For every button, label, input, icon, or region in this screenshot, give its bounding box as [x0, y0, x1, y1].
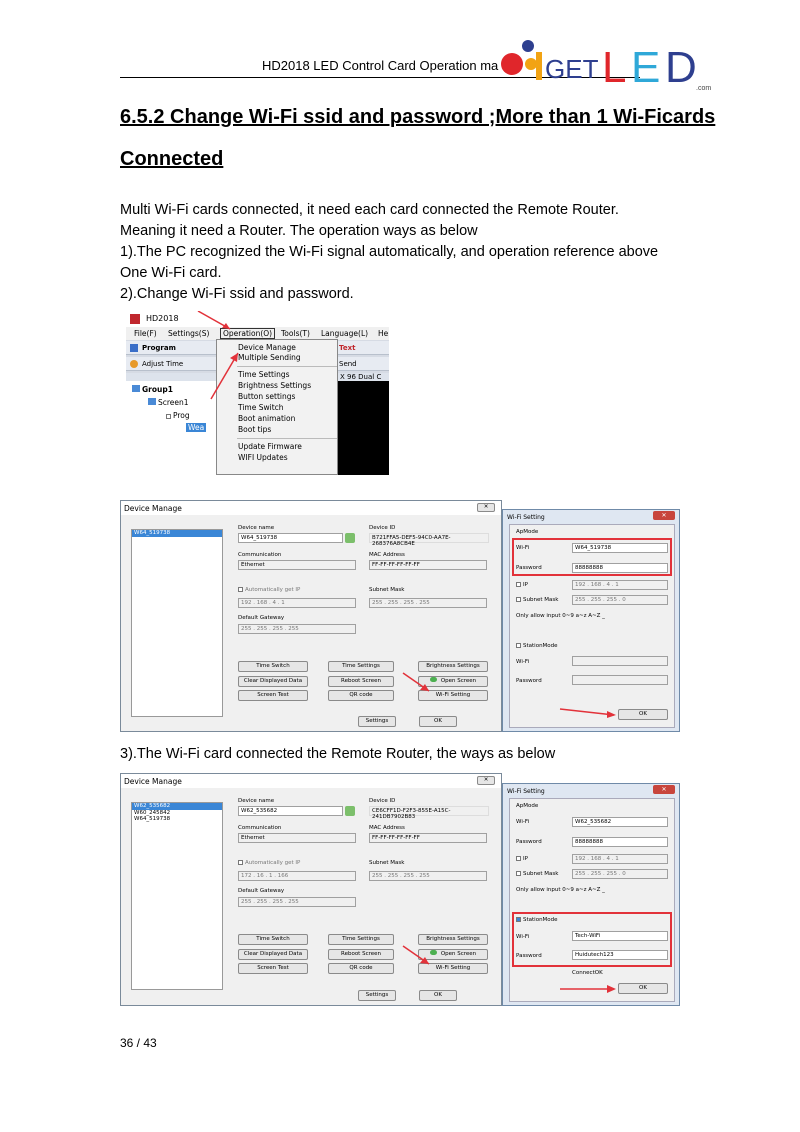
- send-button[interactable]: Send: [339, 360, 357, 368]
- dialog-title: Wi-Fi Setting: [507, 788, 545, 795]
- menu-item-wifi-updates[interactable]: WIFI Updates: [238, 453, 288, 462]
- gateway-label: Default Gateway: [238, 888, 285, 894]
- communication-label: Communication: [238, 552, 282, 558]
- list-item[interactable]: W64_519738: [134, 816, 171, 822]
- gateway-label: Default Gateway: [238, 615, 285, 621]
- reboot-screen-button[interactable]: Reboot Screen: [328, 949, 394, 960]
- device-id-value: CE6CFF1D-F2F3-855E-A15C-241DB7902B83: [369, 806, 489, 816]
- text-button[interactable]: Text: [339, 344, 356, 352]
- screen-test-button[interactable]: Screen Test: [238, 690, 308, 701]
- menu-file[interactable]: File(F): [134, 329, 157, 338]
- wifi-label: Wi-Fi: [516, 545, 530, 551]
- mac-value: FF-FF-FF-FF-FF-FF: [369, 560, 487, 570]
- tree-program[interactable]: Prog: [166, 411, 190, 420]
- device-id-label: Device ID: [369, 525, 396, 531]
- paragraph: 1).The PC recognized the Wi-Fi signal automatically, and operation reference above: [120, 244, 659, 260]
- brightness-settings-button[interactable]: Brightness Settings: [418, 934, 488, 945]
- tree-item-selected[interactable]: Wea: [188, 423, 205, 432]
- ip-checkbox[interactable]: IP: [516, 582, 528, 588]
- communication-value: Ethernet: [238, 833, 356, 843]
- ok-button[interactable]: OK: [419, 990, 457, 1001]
- wifi-setting-button[interactable]: Wi-Fi Setting: [418, 963, 488, 974]
- igetled-logo: [498, 34, 718, 92]
- wifi-setting-dialog: [502, 783, 680, 1006]
- password-label: Password: [516, 565, 542, 571]
- svg-text:.com: .com: [696, 85, 712, 92]
- station-password-field[interactable]: Huidutech123: [572, 950, 668, 960]
- tree-group[interactable]: Group1: [132, 385, 173, 394]
- qr-code-button[interactable]: QR code: [328, 690, 394, 701]
- paragraph: One Wi-Fi card.: [120, 265, 222, 281]
- paragraph: 3).The Wi-Fi card connected the Remote Router, the ways as below: [120, 746, 556, 762]
- wifi-setting-button[interactable]: Wi-Fi Setting: [418, 690, 488, 701]
- subnet-label: Subnet Mask: [369, 860, 405, 866]
- menu-item-time-switch[interactable]: Time Switch: [238, 403, 284, 412]
- subnet-field[interactable]: 255 . 255 . 255 . 255: [369, 598, 487, 608]
- menu-item-time-settings[interactable]: Time Settings: [238, 370, 290, 379]
- ok-button[interactable]: OK: [618, 709, 668, 720]
- qr-code-button[interactable]: QR code: [328, 963, 394, 974]
- device-name-label: Device name: [238, 798, 275, 804]
- paragraph: 2).Change Wi-Fi ssid and password.: [120, 286, 354, 302]
- annotation-arrow: [510, 525, 676, 729]
- stationmode-checkbox[interactable]: StationMode: [516, 917, 558, 923]
- device-id-value: B721FFA5-DEF5-94C0-AA7E-268376A8CB4E: [369, 533, 489, 543]
- close-icon[interactable]: ✕: [477, 503, 495, 512]
- section-heading-continued: Connected: [120, 148, 224, 170]
- close-icon[interactable]: ✕: [653, 785, 675, 794]
- svg-text:L: L: [602, 43, 627, 92]
- page-number: 36 / 43: [120, 1036, 157, 1050]
- menu-help[interactable]: He: [378, 329, 389, 338]
- password-field[interactable]: 88888888: [572, 563, 668, 573]
- menu-settings[interactable]: Settings(S): [168, 329, 210, 338]
- device-name-label: Device name: [238, 525, 275, 531]
- device-manage-dialog: [120, 500, 502, 732]
- wifi-label: Wi-Fi: [516, 819, 530, 825]
- svg-text:E: E: [631, 43, 661, 92]
- subnet-checkbox[interactable]: Subnet Mask: [516, 597, 558, 603]
- open-screen-toggle[interactable]: Open Screen: [418, 676, 488, 687]
- connection-status: ConnectOK: [572, 970, 603, 976]
- menu-item-update-firmware[interactable]: Update Firmware: [238, 442, 302, 451]
- menu-operation[interactable]: Operation(O): [220, 328, 275, 339]
- close-icon[interactable]: ✕: [653, 511, 675, 520]
- section-heading: 6.5.2 Change Wi-Fi ssid and password ;More than 1 Wi-Ficards: [120, 106, 716, 128]
- ip-field[interactable]: 192 . 168 . 4 . 1: [572, 854, 668, 864]
- device-id-label: Device ID: [369, 798, 396, 804]
- subnet-field[interactable]: 255 . 255 . 255 . 255: [369, 871, 487, 881]
- operation-menu-screenshot: [126, 311, 389, 475]
- open-screen-toggle[interactable]: Open Screen: [418, 949, 488, 960]
- time-switch-button[interactable]: Time Switch: [238, 661, 308, 672]
- time-settings-button[interactable]: Time Settings: [328, 661, 394, 672]
- menu-item-multiple-sending[interactable]: Multiple Sending: [238, 353, 301, 362]
- mac-label: MAC Address: [369, 825, 405, 831]
- gateway-field[interactable]: 255 . 255 . 255 . 255: [238, 624, 356, 634]
- menu-language[interactable]: Language(L): [321, 329, 369, 338]
- ok-button[interactable]: OK: [419, 716, 457, 727]
- mac-value: FF-FF-FF-FF-FF-FF: [369, 833, 487, 843]
- settings-button[interactable]: Settings: [358, 990, 396, 1001]
- running-header: HD2018 LED Control Card Operation ma: [262, 58, 499, 73]
- clear-data-button[interactable]: Clear Displayed Data: [238, 676, 308, 687]
- app-title: HD2018: [146, 314, 179, 323]
- subnet-checkbox[interactable]: Subnet Mask: [516, 871, 558, 877]
- device-name-field[interactable]: W64_519738: [238, 533, 343, 543]
- wifi-setting-dialog: [502, 509, 680, 732]
- dialog-title: Device Manage: [121, 774, 501, 788]
- reboot-screen-button[interactable]: Reboot Screen: [328, 676, 394, 687]
- communication-label: Communication: [238, 825, 282, 831]
- station-wifi-label: Wi-Fi: [516, 934, 530, 940]
- annotation-arrows: [126, 311, 389, 475]
- mac-label: MAC Address: [369, 552, 405, 558]
- stationmode-checkbox[interactable]: StationMode: [516, 643, 558, 649]
- annotation-arrow: [121, 774, 503, 1007]
- menu-item-device-manage[interactable]: Device Manage: [238, 343, 296, 352]
- ip-field[interactable]: 192 . 168 . 4 . 1: [238, 598, 356, 608]
- tree-screen[interactable]: Screen1: [148, 398, 189, 407]
- paragraph: Multi Wi-Fi cards connected, it need each card connected the Remote Router.: [120, 202, 619, 218]
- wifi-ssid-field[interactable]: W64_519738: [572, 543, 668, 553]
- time-switch-button[interactable]: Time Switch: [238, 934, 308, 945]
- station-password-label: Password: [516, 678, 542, 684]
- station-password-label: Password: [516, 953, 542, 959]
- device-name-field[interactable]: W62_535682: [238, 806, 343, 816]
- screen-test-button[interactable]: Screen Test: [238, 963, 308, 974]
- dialog-title: Device Manage: [121, 501, 501, 515]
- annotation-arrow: [121, 501, 503, 733]
- device-manage-dialog: [120, 773, 502, 1006]
- password-label: Password: [516, 839, 542, 845]
- program-button[interactable]: Program: [142, 344, 176, 352]
- list-item[interactable]: W64_519738: [132, 530, 222, 537]
- ip-checkbox[interactable]: IP: [516, 856, 528, 862]
- svg-text:GET: GET: [545, 54, 599, 84]
- time-settings-button[interactable]: Time Settings: [328, 934, 394, 945]
- subnet-label: Subnet Mask: [369, 587, 405, 593]
- list-item[interactable]: W60_245842: [134, 809, 171, 816]
- dialog-title: Wi-Fi Setting: [507, 514, 545, 521]
- paragraph: Meaning it need a Router. The operation ways as below: [120, 223, 478, 239]
- gateway-field[interactable]: 255 . 255 . 255 . 255: [238, 897, 356, 907]
- close-icon[interactable]: ✕: [477, 776, 495, 785]
- ok-button[interactable]: OK: [618, 983, 668, 994]
- ip-field[interactable]: 192 . 168 . 4 . 1: [572, 580, 668, 590]
- ip-field[interactable]: 172 . 16 . 1 . 166: [238, 871, 356, 881]
- screen-info: X 96 Dual C: [340, 373, 382, 381]
- brightness-settings-button[interactable]: Brightness Settings: [418, 661, 488, 672]
- svg-text:D: D: [665, 43, 697, 92]
- menu-item-boot-tips[interactable]: Boot tips: [238, 425, 272, 434]
- subnet-field[interactable]: 255 . 255 . 255 . 0: [572, 595, 668, 605]
- apmode-label: ApMode: [516, 803, 539, 809]
- wifi-ssid-field[interactable]: W62_535682: [572, 817, 668, 827]
- settings-button[interactable]: Settings: [358, 716, 396, 727]
- clear-data-button[interactable]: Clear Displayed Data: [238, 949, 308, 960]
- adjust-time-button[interactable]: Adjust Time: [142, 360, 184, 368]
- annotation-arrow: [510, 799, 676, 1003]
- station-wifi-field[interactable]: Tech-WiFi: [572, 931, 668, 941]
- auto-ip-checkbox[interactable]: Automatically get IP: [238, 860, 300, 866]
- auto-ip-checkbox[interactable]: Automatically get IP: [238, 587, 300, 593]
- password-field[interactable]: 88888888: [572, 837, 668, 847]
- menu-item-boot-animation[interactable]: Boot animation: [238, 414, 296, 423]
- input-note: Only allow input 0~9 a~z A~Z _: [516, 887, 605, 893]
- menu-item-brightness[interactable]: Brightness Settings: [238, 381, 312, 390]
- menu-item-button-settings[interactable]: Button settings: [238, 392, 296, 401]
- menu-tools[interactable]: Tools(T): [281, 329, 310, 338]
- input-note: Only allow input 0~9 a~z A~Z _: [516, 613, 605, 619]
- communication-value: Ethernet: [238, 560, 356, 570]
- station-wifi-label: Wi-Fi: [516, 659, 530, 665]
- subnet-field[interactable]: 255 . 255 . 255 . 0: [572, 869, 668, 879]
- apmode-label: ApMode: [516, 529, 539, 535]
- list-item[interactable]: W62_535682: [132, 803, 222, 810]
